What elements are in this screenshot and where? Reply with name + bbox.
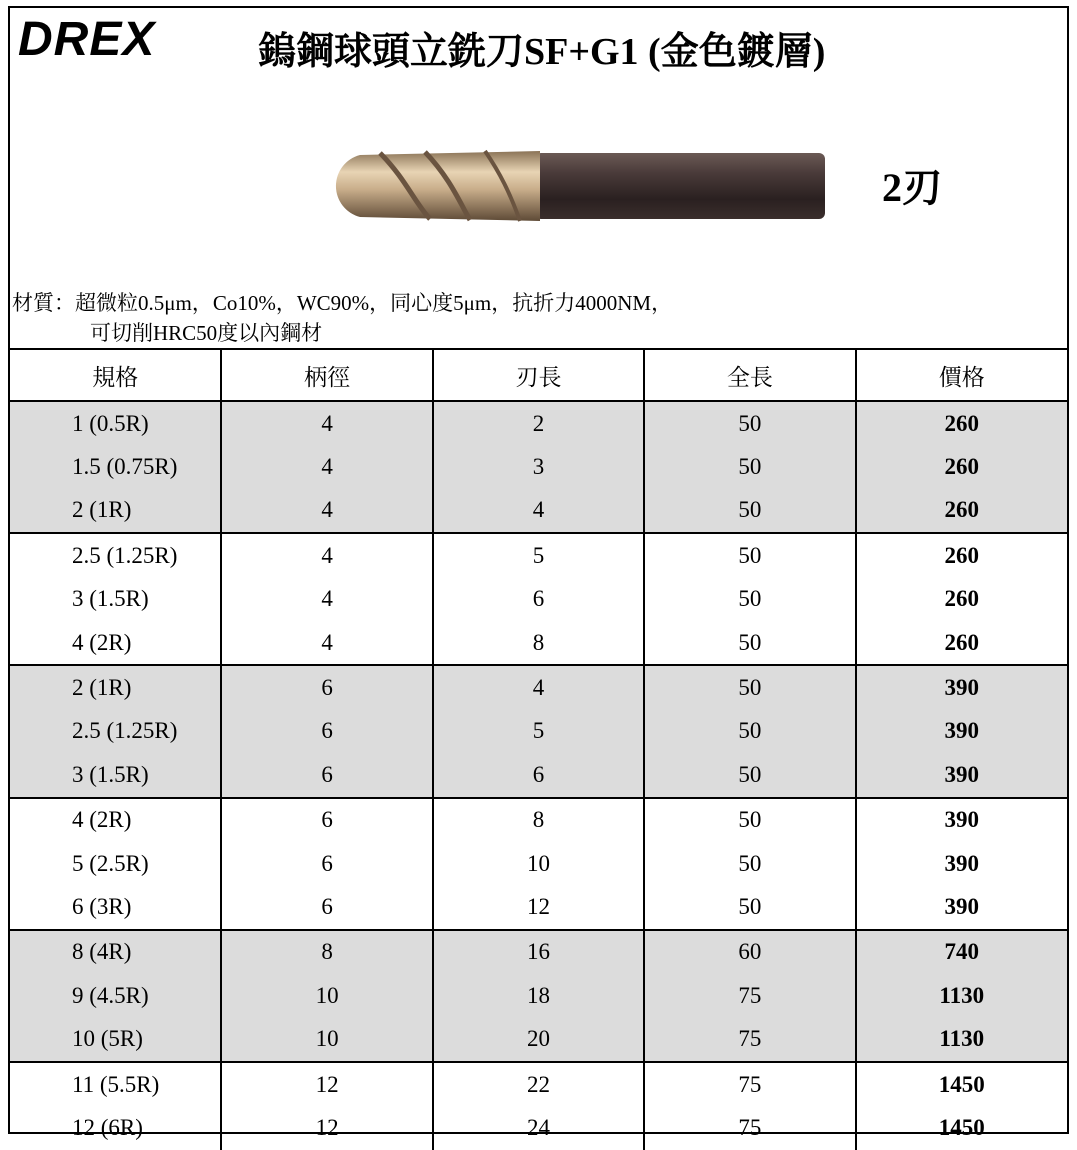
cell-spec: 2 (1R): [10, 489, 221, 533]
cell-price: 390: [944, 850, 980, 876]
cell-shank: 10: [221, 974, 432, 1017]
cell-shank: 8: [221, 930, 432, 974]
table-row: [10, 401, 1067, 445]
cell-cut: 20: [433, 1017, 644, 1061]
cell-spec: 4 (2R): [10, 798, 221, 842]
cell-cut: 16: [433, 930, 644, 974]
cell-shank: 4: [221, 533, 432, 577]
table-row: [10, 753, 1067, 797]
column-header-spec: 規格: [10, 349, 221, 401]
cell-price: 1130: [856, 974, 1067, 1017]
table-row: [10, 578, 1067, 621]
cell-shank: 4: [221, 401, 432, 445]
cell-total: 75: [644, 974, 855, 1017]
cell-shank: 4: [221, 621, 432, 665]
cell-price: 390: [944, 807, 980, 833]
column-header-total: 全長: [644, 349, 855, 401]
catalog-frame: [8, 6, 1069, 1140]
cell-cut: 18: [433, 974, 644, 1017]
cell-shank: 6: [221, 710, 432, 753]
cell-cut: 10: [433, 842, 644, 885]
material-line-1: 材質：超微粒0.5μm，Co10%，WC90%，同心度5μm，抗折力4000NM，: [12, 291, 673, 315]
flute-count: 2刃: [882, 165, 942, 210]
cell-price: 740: [856, 930, 1067, 974]
cell-shank: 6: [221, 665, 432, 709]
cell-spec: 4 (2R): [10, 621, 221, 665]
cell-spec: 8 (4R): [10, 930, 221, 974]
column-header-cut: 刃長: [433, 349, 644, 401]
cell-spec: 2.5 (1.25R): [10, 533, 221, 577]
table-row: [10, 533, 1067, 577]
cell-spec: 12 (6R): [10, 1106, 221, 1149]
cell-cut: 4: [433, 489, 644, 533]
cell-total: 50: [644, 578, 855, 621]
material-line-2: 可切削HRC50度以內鋼材: [90, 321, 323, 345]
brand-logo: DREX: [18, 13, 156, 66]
cell-price: 260: [856, 445, 1067, 488]
cell-cut: 8: [433, 621, 644, 665]
cell-cut: 5: [433, 533, 644, 577]
size-group: [10, 533, 1067, 665]
cell-spec: 9 (4.5R): [10, 974, 221, 1017]
cell-total: 50: [644, 401, 855, 445]
cell-price: 260: [856, 401, 1067, 445]
material-spec: [12, 288, 672, 348]
cell-total: 60: [644, 930, 855, 974]
cell-cut: 22: [433, 1062, 644, 1106]
cell-spec: 2 (1R): [10, 665, 221, 709]
cell-price: 1450: [938, 1071, 985, 1097]
cell-total: 50: [644, 842, 855, 885]
cell-shank: 4: [221, 578, 432, 621]
cell-total: 75: [644, 1062, 855, 1106]
column-header-price: 價格: [856, 349, 1067, 401]
cell-cut: 12: [433, 885, 644, 929]
table-row: [10, 974, 1067, 1017]
size-group: [10, 401, 1067, 533]
cell-price: 260: [944, 586, 980, 612]
cell-price: 390: [856, 665, 1067, 709]
table-header-row: [10, 349, 1067, 401]
cell-shank: 4: [221, 445, 432, 488]
size-group: [10, 798, 1067, 930]
cell-total: 50: [644, 798, 855, 842]
cell-shank: 12: [221, 1062, 432, 1106]
table-row: [10, 842, 1067, 885]
cell-total: 50: [644, 533, 855, 577]
table-row: [10, 798, 1067, 842]
cell-cut: 2: [433, 401, 644, 445]
cell-spec: 3 (1.5R): [10, 753, 221, 797]
cell-total: 50: [644, 665, 855, 709]
cell-spec: 11 (5.5R): [10, 1062, 221, 1106]
table-row: [10, 1106, 1067, 1149]
cell-cut: 5: [433, 710, 644, 753]
cell-cut: 8: [433, 798, 644, 842]
column-header-shank: 柄徑: [221, 349, 432, 401]
cell-price: 390: [856, 710, 1067, 753]
cell-price: 1130: [856, 1017, 1067, 1061]
cell-spec: 10 (5R): [10, 1017, 221, 1061]
table-row: [10, 930, 1067, 974]
cell-spec: 2.5 (1.25R): [10, 710, 221, 753]
cell-cut: 6: [433, 578, 644, 621]
cell-total: 50: [644, 445, 855, 488]
price-table: [10, 348, 1067, 1150]
cell-spec: 6 (3R): [10, 885, 221, 929]
cell-total: 50: [644, 489, 855, 533]
table-row: [10, 665, 1067, 709]
size-group: [10, 930, 1067, 1062]
page-title: 鎢鋼球頭立銑刀SF+G1 (金色鍍層): [258, 31, 826, 73]
table-row: [10, 885, 1067, 929]
ball-end-mill-image: [320, 133, 840, 233]
cell-shank: 6: [221, 885, 432, 929]
cell-price: 260: [856, 621, 1067, 665]
cell-cut: 6: [433, 753, 644, 797]
cell-price: 390: [856, 885, 1067, 929]
table-row: [10, 621, 1067, 665]
cell-shank: 6: [221, 842, 432, 885]
cell-price: 390: [856, 753, 1067, 797]
cell-total: 50: [644, 710, 855, 753]
cell-shank: 6: [221, 798, 432, 842]
cell-spec: 1.5 (0.75R): [10, 445, 221, 488]
cell-cut: 3: [433, 445, 644, 488]
cell-total: 50: [644, 621, 855, 665]
cell-spec: 1 (0.5R): [10, 401, 221, 445]
cell-price: 260: [856, 489, 1067, 533]
cell-price: 260: [944, 542, 980, 568]
cell-price: 1450: [938, 1114, 985, 1140]
size-group: [10, 665, 1067, 797]
cell-shank: 12: [221, 1106, 432, 1149]
size-group: [10, 1062, 1067, 1150]
cell-shank: 6: [221, 753, 432, 797]
cell-shank: 10: [221, 1017, 432, 1061]
table-row: [10, 710, 1067, 753]
cell-spec: 5 (2.5R): [10, 842, 221, 885]
cell-total: 50: [644, 753, 855, 797]
cell-total: 75: [644, 1017, 855, 1061]
cell-cut: 24: [433, 1106, 644, 1149]
table-row: [10, 445, 1067, 488]
cell-shank: 4: [221, 489, 432, 533]
cell-total: 75: [644, 1106, 855, 1149]
cell-spec: 3 (1.5R): [10, 578, 221, 621]
cell-cut: 4: [433, 665, 644, 709]
table-row: [10, 1017, 1067, 1061]
table-row: [10, 489, 1067, 533]
table-row: [10, 1062, 1067, 1106]
cell-total: 50: [644, 885, 855, 929]
